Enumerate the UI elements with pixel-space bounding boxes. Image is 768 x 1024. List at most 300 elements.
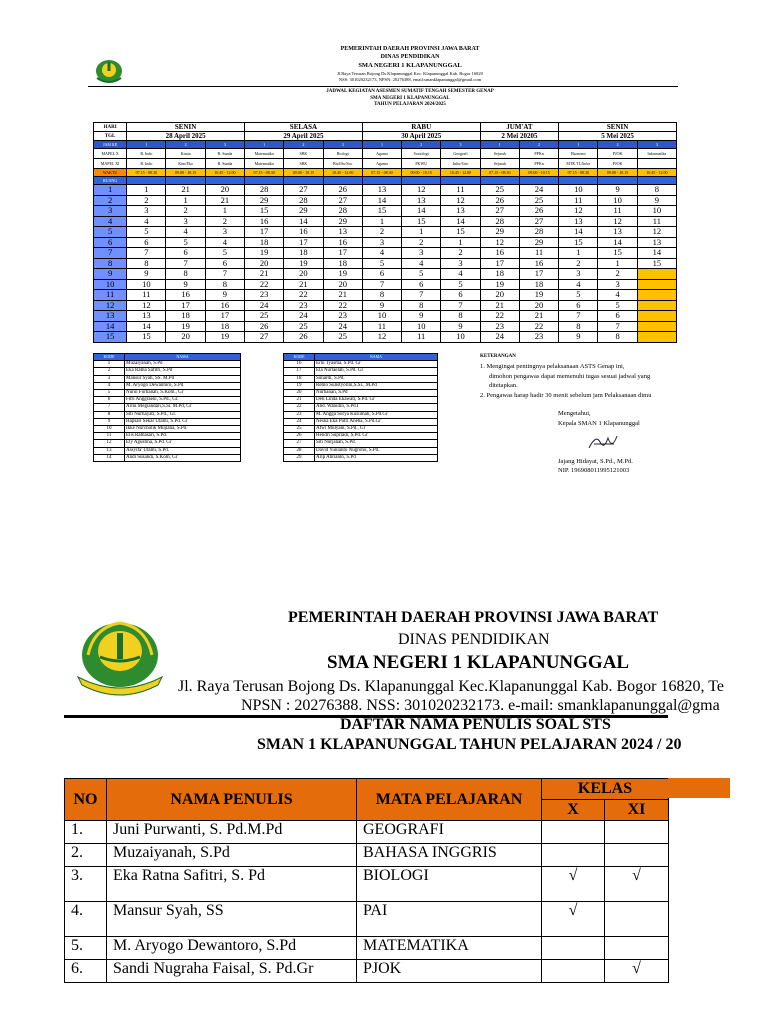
mapel-x-label: MAPEL X bbox=[94, 149, 127, 159]
writer-nama: Sandi Nugraha Faisal, S. Pd.Gr bbox=[107, 960, 357, 983]
staff-code: 11 bbox=[94, 433, 125, 440]
schedule-cell: 3 bbox=[362, 237, 401, 248]
writer-x bbox=[542, 844, 605, 867]
staff-row bbox=[284, 397, 438, 404]
staff-name: Deti Linda Ekawati, S.Pd. Gr bbox=[315, 397, 438, 404]
staff-row bbox=[284, 440, 438, 447]
schedule-cell: 1 bbox=[205, 206, 244, 217]
header-overflow bbox=[668, 778, 730, 798]
jam-cell: 1 bbox=[245, 141, 284, 149]
staff-code: 9 bbox=[94, 418, 125, 425]
staff-name: Nurhanan, S.Pd bbox=[315, 390, 438, 397]
top-title-2: SMA NEGERI 1 KLAPANUNGGAL bbox=[370, 96, 450, 101]
schedule-cell: 5 bbox=[166, 237, 205, 248]
writer-x bbox=[542, 960, 605, 983]
staff-name: David Yunianto Nugroho, S.Pd. bbox=[315, 447, 438, 454]
schedule-cell: 16 bbox=[166, 290, 205, 301]
schedule-cell: 3 bbox=[402, 248, 441, 259]
jam-cell: 2 bbox=[519, 141, 558, 149]
schedule-cell: 15 bbox=[598, 248, 637, 259]
mapel-x-cell: Sejarah bbox=[480, 149, 519, 159]
schedule-cell: 12 bbox=[637, 227, 676, 238]
mapel-xi-cell: Biol/So/Soc bbox=[323, 159, 362, 169]
staff-code: 12 bbox=[94, 440, 125, 447]
jam-cell: 2 bbox=[166, 141, 205, 149]
writer-mapel: BIOLOGI bbox=[357, 867, 542, 902]
staff-code: 18 bbox=[284, 375, 315, 382]
schedule-cell: 3 bbox=[166, 216, 205, 227]
schedule-cell: 20 bbox=[205, 185, 244, 196]
jam-cell: 1 bbox=[127, 141, 166, 149]
schedule-cell: 19 bbox=[323, 269, 362, 280]
schedule-cell: 13 bbox=[402, 195, 441, 206]
waktu-cell: 10.45 - 12.00 bbox=[637, 169, 676, 177]
schedule-cell: 29 bbox=[323, 216, 362, 227]
top-address: Jl.Raya Terusan Bojong Ds.Klapanunggal Kec. Klapanunggal Kab. Bogor 16820 bbox=[337, 71, 483, 76]
schedule-cell bbox=[637, 269, 676, 280]
staff-header: KODE bbox=[94, 354, 125, 361]
top-dept: DINAS PENDIDIKAN bbox=[380, 54, 440, 60]
hari-label: HARI bbox=[94, 123, 127, 132]
schedule-cell: 22 bbox=[519, 321, 558, 332]
schedule-cell: 19 bbox=[166, 321, 205, 332]
room-number: 9 bbox=[94, 269, 127, 280]
schedule-cell: 20 bbox=[284, 269, 323, 280]
room-number: 15 bbox=[94, 332, 127, 343]
staff-name: Erni Tyasma, S.Pd. Gr bbox=[315, 361, 438, 368]
staff-code: 7 bbox=[94, 404, 125, 411]
notes-name: Jajang Hidayat, S.Pd., M.Pd. bbox=[558, 458, 633, 465]
header-xi: XI bbox=[605, 800, 669, 821]
schedule-cell: 15 bbox=[127, 332, 166, 343]
schedule-cell: 23 bbox=[323, 311, 362, 322]
top-school: SMA NEGERI 1 KLAPANUNGGAL bbox=[358, 62, 462, 69]
staff-name: Nurul Furhanah, S.Kom., Gr bbox=[125, 390, 241, 397]
schedule-cell: 6 bbox=[127, 237, 166, 248]
staff-name: M. Angga Surya Kusumah, S.Pd.Gr bbox=[315, 411, 438, 418]
schedule-cell: 9 bbox=[441, 321, 480, 332]
schedule-cell: 9 bbox=[205, 290, 244, 301]
notes-item-2: 2. Pengawas harap hadir 30 menit sebelum jam Pelaksanaan dimu bbox=[480, 392, 652, 399]
notes-item-1b: dimohon pengawas dapat memenuhi tugas sesuai jadwal yang bbox=[489, 373, 651, 380]
schedule-cell: 5 bbox=[441, 279, 480, 290]
schedule-cell: 14 bbox=[362, 195, 401, 206]
jam-cell: 2 bbox=[598, 141, 637, 149]
schedule-cell: 11 bbox=[637, 216, 676, 227]
schedule-row bbox=[94, 216, 677, 227]
schedule-cell: 7 bbox=[402, 290, 441, 301]
staff-name: Sunardi, S.Pd. bbox=[315, 375, 438, 382]
schedule-cell: 28 bbox=[480, 216, 519, 227]
mapel-x-cell: SBK bbox=[284, 149, 323, 159]
schedule-cell: 16 bbox=[323, 237, 362, 248]
schedule-cell: 20 bbox=[323, 279, 362, 290]
mapel-xi-cell: PJOK bbox=[598, 159, 637, 169]
schedule-row bbox=[94, 185, 677, 196]
staff-name: Hapsari Sekar Utami, S.Pd. Gr bbox=[125, 418, 241, 425]
staff-code: 19 bbox=[284, 382, 315, 389]
schedule-cell: 19 bbox=[205, 332, 244, 343]
waktu-cell: 07.15 - 08.30 bbox=[245, 169, 284, 177]
writer-no: 2. bbox=[65, 844, 107, 867]
waktu-cell: 10.45 - 12.00 bbox=[441, 169, 480, 177]
schedule-cell: 11 bbox=[402, 332, 441, 343]
schedule-cell: 19 bbox=[284, 258, 323, 269]
schedule-cell: 6 bbox=[402, 279, 441, 290]
schedule-cell: 9 bbox=[402, 311, 441, 322]
staff-row bbox=[284, 433, 438, 440]
schedule-cell: 18 bbox=[284, 248, 323, 259]
staff-name: Abd. Wahidin, S.Pd.I bbox=[315, 404, 438, 411]
staff-header: NAMA bbox=[315, 354, 438, 361]
schedule-cell: 11 bbox=[362, 321, 401, 332]
schedule-row bbox=[94, 311, 677, 322]
schedule-cell: 20 bbox=[245, 258, 284, 269]
top-contact: NSS: 301020232173, NPSN: 20276388, email:smanklapanunggal@gmail.com bbox=[338, 77, 482, 82]
schedule-cell: 27 bbox=[323, 195, 362, 206]
writer-x: √ bbox=[542, 867, 605, 902]
schedule-cell: 25 bbox=[245, 311, 284, 322]
schedule-cell: 6 bbox=[166, 248, 205, 259]
jam-cell: 1 bbox=[362, 141, 401, 149]
schedule-cell: 10 bbox=[127, 279, 166, 290]
staff-row bbox=[284, 454, 438, 461]
schedule-cell: 19 bbox=[519, 290, 558, 301]
mapel-x-cell: Agama bbox=[362, 149, 401, 159]
schedule-cell: 22 bbox=[245, 279, 284, 290]
schedule-cell: 6 bbox=[598, 311, 637, 322]
room-number: 6 bbox=[94, 237, 127, 248]
schedule-cell: 7 bbox=[362, 279, 401, 290]
jam-cell: 1 bbox=[480, 141, 519, 149]
staff-name: Ikke Nurcholik Mujiana, S.Pd. bbox=[125, 426, 241, 433]
schedule-cell: 17 bbox=[480, 258, 519, 269]
staff-code: 8 bbox=[94, 411, 125, 418]
page2-address: Jl. Raya Terusan Bojong Ds. Klapanunggal Kec.Klapanunggal Kab. Bogor 16820, Te bbox=[178, 678, 724, 695]
header-x: X bbox=[542, 800, 605, 821]
schedule-cell: 27 bbox=[245, 332, 284, 343]
schedule-cell: 29 bbox=[480, 227, 519, 238]
schedule-cell: 15 bbox=[637, 258, 676, 269]
schedule-row bbox=[94, 258, 677, 269]
schedule-cell: 4 bbox=[166, 227, 205, 238]
schedule-row bbox=[94, 248, 677, 259]
mapel-xi-cell: Matematika bbox=[245, 159, 284, 169]
schedule-cell: 16 bbox=[519, 258, 558, 269]
mapel-x-cell: PJOK bbox=[598, 149, 637, 159]
staff-code: 21 bbox=[284, 397, 315, 404]
schedule-cell bbox=[637, 290, 676, 301]
schedule-cell: 12 bbox=[362, 332, 401, 343]
staff-row bbox=[284, 382, 438, 389]
staff-code: 4 bbox=[94, 382, 125, 389]
room-number: 4 bbox=[94, 216, 127, 227]
schedule-cell: 25 bbox=[323, 332, 362, 343]
schedule-cell: 17 bbox=[323, 248, 362, 259]
schedule-cell bbox=[637, 279, 676, 290]
schedule-cell: 26 bbox=[519, 206, 558, 217]
schedule-cell: 11 bbox=[598, 206, 637, 217]
writer-nama: Mansur Syah, SS bbox=[107, 902, 357, 937]
schedule-cell: 19 bbox=[245, 248, 284, 259]
room-number: 8 bbox=[94, 258, 127, 269]
staff-row bbox=[94, 368, 241, 375]
schedule-cell: 25 bbox=[284, 321, 323, 332]
header-mapel: MATA PELAJARAN bbox=[357, 779, 542, 821]
schedule-cell: 16 bbox=[205, 300, 244, 311]
schedule-cell: 26 bbox=[245, 321, 284, 332]
schedule-cell: 18 bbox=[480, 269, 519, 280]
schedule-cell: 24 bbox=[284, 311, 323, 322]
staff-header: KODE bbox=[284, 354, 315, 361]
waktu-cell: 10.45 - 12.00 bbox=[205, 169, 244, 177]
staff-code: 3 bbox=[94, 375, 125, 382]
waktu-cell: 09.00 - 10.15 bbox=[519, 169, 558, 177]
schedule-table bbox=[93, 122, 677, 343]
schedule-cell: 4 bbox=[559, 279, 598, 290]
top-title-1: JADWAL KEGIATAN ASESMEN SUMATIF TENGAH SEMESTER GENAP bbox=[326, 89, 494, 94]
schedule-cell: 19 bbox=[480, 279, 519, 290]
waktu-cell: 09.00 - 10.15 bbox=[598, 169, 637, 177]
schedule-row bbox=[94, 321, 677, 332]
schedule-cell: 14 bbox=[284, 216, 323, 227]
writer-row bbox=[65, 937, 669, 960]
staff-row bbox=[94, 390, 241, 397]
schedule-cell: 13 bbox=[323, 227, 362, 238]
mapel-xi-cell bbox=[637, 159, 676, 169]
schedule-cell: 8 bbox=[362, 290, 401, 301]
schedule-row bbox=[94, 332, 677, 343]
schedule-cell: 16 bbox=[480, 248, 519, 259]
mapel-x-cell: B. Sunda bbox=[205, 149, 244, 159]
schedule-cell: 4 bbox=[127, 216, 166, 227]
schedule-cell: 14 bbox=[127, 321, 166, 332]
staff-name: Assyifa' Utami, S.Pd. bbox=[125, 447, 241, 454]
mapel-xi-cell: PKWU bbox=[402, 159, 441, 169]
writer-no: 3. bbox=[65, 867, 107, 902]
waktu-cell: 07.15 - 08.30 bbox=[480, 169, 519, 177]
schedule-cell: 26 bbox=[480, 195, 519, 206]
waktu-cell: 09.00 - 10.15 bbox=[402, 169, 441, 177]
top-gov: PEMERINTAH DAERAH PROVINSI JAWA BARAT bbox=[340, 46, 480, 52]
staff-code: 13 bbox=[94, 447, 125, 454]
schedule-cell: 8 bbox=[441, 311, 480, 322]
staff-row bbox=[284, 368, 438, 375]
staff-row bbox=[94, 361, 241, 368]
day-name: RABU bbox=[362, 123, 480, 132]
staff-row bbox=[94, 440, 241, 447]
mapel-x-cell: Ekonomi bbox=[559, 149, 598, 159]
schedule-cell: 29 bbox=[284, 206, 323, 217]
staff-code: 2 bbox=[94, 368, 125, 375]
schedule-cell: 6 bbox=[362, 269, 401, 280]
schedule-cell: 13 bbox=[559, 216, 598, 227]
schedule-cell: 4 bbox=[402, 258, 441, 269]
schedule-cell: 6 bbox=[559, 300, 598, 311]
schedule-row bbox=[94, 300, 677, 311]
jam-cell: 2 bbox=[284, 141, 323, 149]
schedule-cell bbox=[637, 300, 676, 311]
schedule-cell: 7 bbox=[127, 248, 166, 259]
writer-row bbox=[65, 902, 669, 937]
staff-name: Muzaiyanah, S.Pd bbox=[125, 361, 241, 368]
schedule-cell: 1 bbox=[441, 237, 480, 248]
day-date: 5 Mei 2025 bbox=[559, 132, 677, 141]
schedule-cell: 17 bbox=[205, 311, 244, 322]
page2-title-2: SMAN 1 KLAPANUNGGAL TAHUN PELAJARAN 2024 / 20 bbox=[257, 736, 682, 753]
room-number: 5 bbox=[94, 227, 127, 238]
staff-row bbox=[94, 426, 241, 433]
mapel-x-cell: Geografi bbox=[441, 149, 480, 159]
schedule-cell: 27 bbox=[284, 185, 323, 196]
staff-row bbox=[94, 418, 241, 425]
schedule-cell: 1 bbox=[127, 185, 166, 196]
schedule-cell: 26 bbox=[323, 185, 362, 196]
schedule-cell: 11 bbox=[559, 195, 598, 206]
room-number: 10 bbox=[94, 279, 127, 290]
day-name: SELASA bbox=[245, 123, 363, 132]
schedule-cell: 22 bbox=[480, 311, 519, 322]
schedule-cell: 9 bbox=[559, 332, 598, 343]
schedule-cell: 13 bbox=[127, 311, 166, 322]
schedule-cell: 25 bbox=[519, 195, 558, 206]
mapel-xi-cell: B. Indo bbox=[127, 159, 166, 169]
schedule-cell: 11 bbox=[519, 248, 558, 259]
staff-row bbox=[284, 390, 438, 397]
staff-name: M. Aryogo Dewantoro, S.Pd bbox=[125, 382, 241, 389]
staff-code: 6 bbox=[94, 397, 125, 404]
schedule-cell: 29 bbox=[245, 195, 284, 206]
schedule-cell: 20 bbox=[166, 332, 205, 343]
schedule-cell: 14 bbox=[559, 227, 598, 238]
schedule-cell: 12 bbox=[402, 185, 441, 196]
jam-cell: 3 bbox=[441, 141, 480, 149]
writer-x bbox=[542, 821, 605, 844]
staff-table-left bbox=[93, 353, 241, 462]
schedule-cell: 18 bbox=[166, 311, 205, 322]
schedule-cell: 15 bbox=[362, 206, 401, 217]
staff-name: Ely Agustina, S.Pd. Gr bbox=[125, 440, 241, 447]
schedule-cell: 9 bbox=[637, 195, 676, 206]
schedule-cell bbox=[637, 311, 676, 322]
ruang-label: RUANG bbox=[94, 177, 127, 185]
staff-name: Mansur Syah, SS. M.Pd bbox=[125, 375, 241, 382]
schedule-row bbox=[94, 206, 677, 217]
staff-row bbox=[284, 361, 438, 368]
staff-row bbox=[284, 447, 438, 454]
schedule-cell: 21 bbox=[245, 269, 284, 280]
staff-code: 10 bbox=[94, 426, 125, 433]
schedule-cell: 1 bbox=[598, 258, 637, 269]
staff-name: Hendri Supriadi, S.Pd. Gr bbox=[315, 433, 438, 440]
writer-x bbox=[542, 937, 605, 960]
schedule-cell: 28 bbox=[245, 185, 284, 196]
day-date: 29 April 2025 bbox=[245, 132, 363, 141]
schedule-cell bbox=[637, 332, 676, 343]
schedule-cell: 15 bbox=[441, 227, 480, 238]
page2-title-1: DAFTAR NAMA PENULIS SOAL STS bbox=[340, 716, 611, 733]
schedule-cell: 21 bbox=[480, 300, 519, 311]
schedule-cell: 22 bbox=[284, 290, 323, 301]
schedule-cell: 10 bbox=[362, 311, 401, 322]
staff-name: Arini Megiandari,S.Si. M.Pd, Gr bbox=[125, 404, 241, 411]
mapel-xi-cell: PPKn bbox=[519, 159, 558, 169]
schedule-cell: 25 bbox=[480, 185, 519, 196]
staff-row bbox=[284, 375, 438, 382]
staff-row bbox=[94, 382, 241, 389]
mapel-xi-cell: Sejarah bbox=[480, 159, 519, 169]
staff-code: 1 bbox=[94, 361, 125, 368]
schedule-cell: 13 bbox=[637, 237, 676, 248]
waktu-cell: 09.00 - 10.15 bbox=[284, 169, 323, 177]
staff-row bbox=[94, 397, 241, 404]
schedule-cell: 14 bbox=[441, 216, 480, 227]
waktu-cell: 07.15 - 08.30 bbox=[127, 169, 166, 177]
schedule-cell: 8 bbox=[205, 279, 244, 290]
mapel-xi-cell: Kim/Eko bbox=[166, 159, 205, 169]
schedule-cell: 1 bbox=[559, 248, 598, 259]
schedule-cell: 12 bbox=[480, 237, 519, 248]
schedule-cell: 5 bbox=[205, 248, 244, 259]
schedule-cell: 24 bbox=[245, 300, 284, 311]
schedule-cell: 9 bbox=[362, 300, 401, 311]
writer-nama: Muzaiyanah, S.Pd bbox=[107, 844, 357, 867]
schedule-cell: 2 bbox=[402, 237, 441, 248]
schedule-cell: 8 bbox=[637, 185, 676, 196]
mapel-x-cell: Sosiologi bbox=[402, 149, 441, 159]
schedule-cell: 10 bbox=[559, 185, 598, 196]
mapel-x-cell: Kimia bbox=[166, 149, 205, 159]
staff-header: NAMA bbox=[125, 354, 241, 361]
waktu-cell: 07.15 - 08.30 bbox=[362, 169, 401, 177]
staff-name: Eka Ratna Safitri, S.Pd bbox=[125, 368, 241, 375]
writer-no: 1. bbox=[65, 821, 107, 844]
schedule-cell: 5 bbox=[559, 290, 598, 301]
staff-code: 22 bbox=[284, 404, 315, 411]
staff-code: 28 bbox=[284, 447, 315, 454]
writer-x: √ bbox=[542, 902, 605, 937]
day-date: 28 April 2025 bbox=[127, 132, 245, 141]
schedule-cell: 11 bbox=[441, 185, 480, 196]
writer-no: 5. bbox=[65, 937, 107, 960]
schedule-row bbox=[94, 227, 677, 238]
top-divider bbox=[88, 86, 678, 87]
schedule-cell: 7 bbox=[166, 258, 205, 269]
mapel-x-cell: Biologi bbox=[323, 149, 362, 159]
day-date: 2 Mei 20205 bbox=[480, 132, 559, 141]
notes-item-1c: ditetapkan. bbox=[489, 382, 518, 389]
top-logo bbox=[92, 56, 126, 86]
mapel-xi-label: MAPEL XI bbox=[94, 159, 127, 169]
room-number: 1 bbox=[94, 185, 127, 196]
room-number: 11 bbox=[94, 290, 127, 301]
schedule-cell: 21 bbox=[205, 195, 244, 206]
page2-dept: DINAS PENDIDIKAN bbox=[398, 631, 550, 648]
staff-name: Nesna Eka Putri Aneba, S.Pd.Gr bbox=[315, 418, 438, 425]
schedule-cell: 22 bbox=[323, 300, 362, 311]
mapel-xi-cell: Infor/Geo bbox=[441, 159, 480, 169]
writer-mapel: PJOK bbox=[357, 960, 542, 983]
schedule-cell: 5 bbox=[127, 227, 166, 238]
schedule-cell: 2 bbox=[598, 269, 637, 280]
mapel-x-cell: B. Indo bbox=[127, 149, 166, 159]
page2-school: SMA NEGERI 1 KLAPANUNGGAL bbox=[327, 652, 630, 673]
schedule-cell: 27 bbox=[519, 216, 558, 227]
schedule-cell: 23 bbox=[245, 290, 284, 301]
schedule-cell: 10 bbox=[441, 332, 480, 343]
schedule-cell: 24 bbox=[519, 185, 558, 196]
schedule-cell: 4 bbox=[362, 248, 401, 259]
